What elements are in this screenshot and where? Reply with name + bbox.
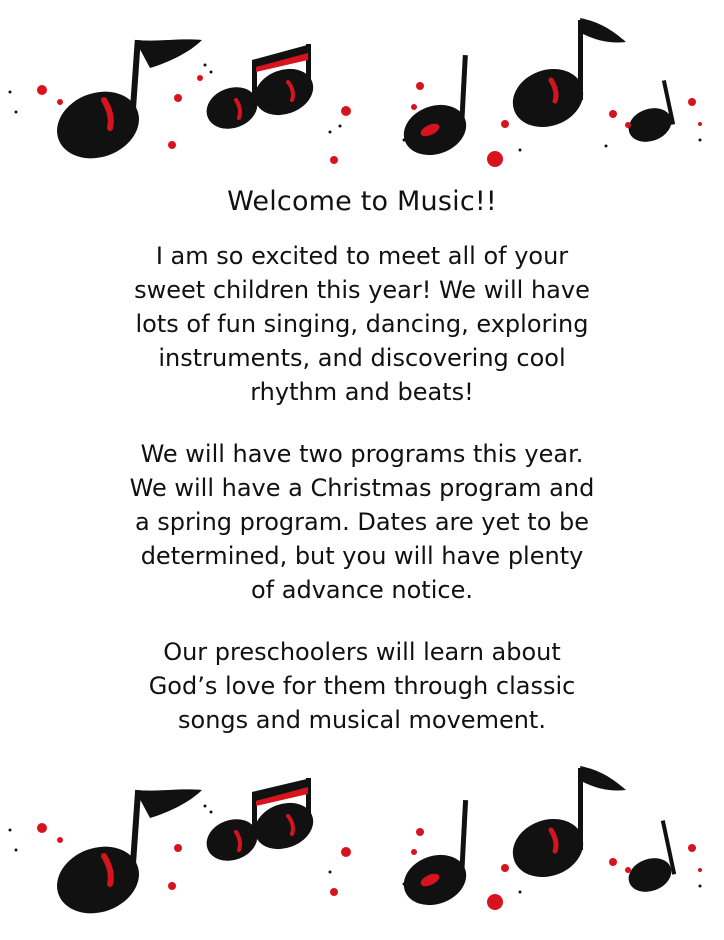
paragraph-line: I am so excited to meet all of your [155, 242, 569, 270]
paragraph-intro [82, 239, 642, 409]
paragraph-line: of advance notice. [251, 576, 473, 604]
paragraph-line: lots of fun singing, dancing, exploring [135, 310, 589, 338]
paragraph-line: rhythm and beats! [250, 378, 474, 406]
top-music-notes-band [0, 0, 724, 180]
paragraph-line: songs and musical movement. [178, 706, 546, 734]
paragraph-line: God’s love for them through classic [148, 672, 576, 700]
paragraph-line: instruments, and discovering cool [158, 344, 566, 372]
paragraph-preschoolers [82, 635, 642, 737]
paragraph-line: We will have two programs this year. [140, 440, 584, 468]
music-notes-icon [0, 760, 724, 940]
paragraph-line: Our preschoolers will learn about [163, 638, 561, 666]
bottom-music-notes-band [0, 760, 724, 940]
paragraph-line: determined, but you will have plenty [140, 542, 584, 570]
paragraph-line: We will have a Christmas program and [129, 474, 595, 502]
page-title: Welcome to Music!! [227, 186, 497, 217]
music-notes-icon [0, 0, 724, 180]
letter-content [0, 186, 724, 765]
paragraph-programs [82, 437, 642, 607]
paragraph-line: a spring program. Dates are yet to be [134, 508, 590, 536]
paragraph-line: sweet children this year! We will have [134, 276, 590, 304]
